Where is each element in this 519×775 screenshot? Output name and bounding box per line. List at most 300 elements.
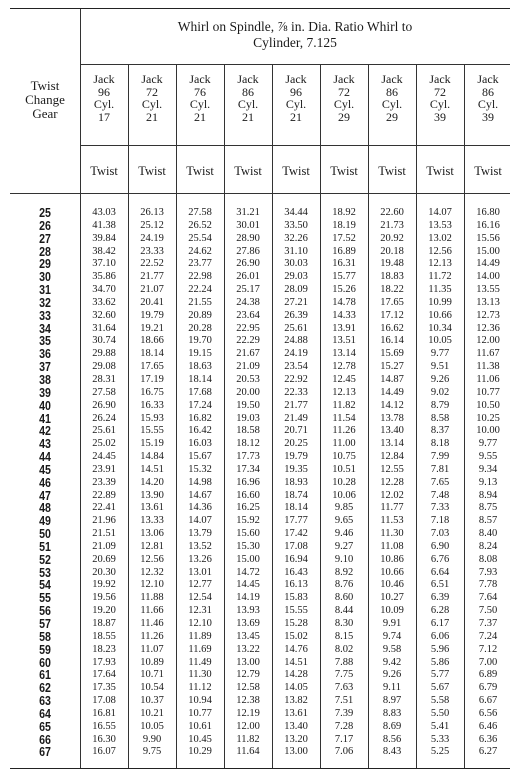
value-cell: 13.40: [380, 425, 404, 437]
value-cell: 26.13: [140, 207, 164, 218]
value-cell: 5.25: [430, 746, 450, 758]
value-cell: 11.35: [428, 284, 452, 296]
value-cell: 13.90: [140, 489, 164, 501]
value-cell: 8.83: [382, 707, 402, 719]
value-cell: 7.00: [478, 656, 498, 668]
value-cell: 16.80: [476, 207, 500, 218]
value-cell: 9.27: [334, 540, 354, 552]
column-header-line: 21: [194, 109, 206, 124]
column-header-line: Jack: [93, 72, 115, 86]
column-divider: [320, 64, 321, 768]
value-cell: 11.12: [188, 682, 212, 694]
value-cell: 18.19: [332, 219, 356, 231]
value-cell: 11.82: [332, 399, 356, 411]
column-header-line: Cyl.: [237, 97, 259, 111]
value-cell: 10.51: [332, 463, 356, 475]
value-cell: 13.22: [236, 643, 260, 655]
column-header-line: Jack: [237, 72, 259, 86]
gear-cell: 47: [39, 488, 51, 503]
gear-cell: 45: [39, 462, 51, 477]
value-cell: 10.00: [476, 425, 500, 437]
value-cell: 8.37: [430, 425, 450, 437]
value-cell: 9.77: [430, 348, 450, 360]
value-cell: 12.13: [428, 258, 452, 270]
value-cell: 13.82: [284, 695, 308, 707]
value-cell: 14.45: [236, 579, 260, 591]
value-cell: 11.67: [476, 348, 500, 360]
column-header: [416, 73, 464, 123]
gear-cell: 43: [39, 437, 51, 452]
value-cell: 12.38: [236, 695, 260, 707]
value-cell: 22.60: [380, 207, 404, 218]
value-cell: 25.17: [236, 284, 260, 296]
value-cell: 13.61: [284, 707, 308, 719]
gear-cell: 64: [39, 706, 51, 721]
column-header: [320, 73, 368, 123]
value-cell: 29.03: [284, 271, 308, 283]
value-cell: 37.10: [92, 258, 116, 270]
value-cell: 9.42: [382, 656, 402, 668]
value-cell: 12.02: [380, 489, 404, 501]
gear-cell: 57: [39, 617, 51, 631]
value-cell: 8.69: [382, 720, 402, 732]
value-cell: 18.23: [92, 643, 116, 655]
value-cell: 17.12: [380, 309, 404, 321]
value-cell: 22.52: [140, 258, 164, 270]
gear-cell: 34: [39, 321, 51, 336]
value-cell: 12.84: [380, 451, 404, 463]
value-cell: 11.72: [428, 271, 452, 283]
value-cell: 13.53: [428, 219, 452, 231]
value-cell: 7.88: [334, 656, 354, 668]
value-cell: 8.24: [478, 540, 498, 552]
value-cell: 12.45: [332, 373, 356, 385]
gear-cell: 29: [39, 257, 51, 272]
value-cell: 30.74: [92, 335, 116, 347]
column-header-line: Cyl.: [93, 97, 115, 111]
value-cell: 6.89: [478, 669, 498, 681]
value-cell: 6.06: [430, 630, 450, 642]
value-cell: 17.68: [188, 386, 212, 398]
value-cell: 18.74: [284, 489, 308, 501]
column-header: [368, 73, 416, 123]
value-cell: 11.46: [140, 618, 164, 629]
value-cell: 17.08: [284, 540, 308, 552]
value-cell: 16.07: [92, 746, 116, 758]
header-divider: [80, 64, 510, 65]
gear-cell: 65: [39, 719, 51, 734]
column-header-line: Jack: [477, 72, 499, 86]
value-cell: 6.27: [478, 746, 498, 758]
twist-label: Twist: [378, 164, 406, 178]
value-cell: 7.64: [478, 592, 498, 604]
value-cell: 21.51: [92, 528, 116, 540]
value-cell: 28.90: [236, 232, 260, 244]
title-line-1: Whirl on Spindle, ⅞ in. Dia. Ratio Whirl to: [177, 19, 413, 34]
value-cell: 12.31: [188, 605, 212, 617]
value-cell: 10.75: [332, 451, 356, 463]
value-cell: 16.81: [92, 707, 116, 719]
value-cell: 6.39: [430, 592, 450, 604]
value-cell: 5.67: [430, 682, 450, 694]
value-cell: 9.26: [430, 373, 450, 385]
column-divider: [80, 9, 81, 768]
column-header-line: 86: [242, 84, 254, 99]
value-cell: 7.99: [430, 451, 450, 463]
value-cell: 11.66: [140, 605, 164, 617]
value-cell: 12.58: [236, 682, 260, 694]
value-cell: 21.67: [236, 348, 260, 360]
value-cell: 20.89: [188, 309, 212, 321]
value-cell: 13.13: [476, 296, 500, 308]
value-cell: 21.09: [92, 540, 116, 552]
value-cell: 8.44: [334, 605, 354, 617]
value-cell: 14.33: [332, 309, 356, 321]
value-cell: 8.08: [478, 553, 498, 565]
value-cell: 15.30: [236, 540, 260, 552]
value-cell: 22.95: [236, 322, 260, 334]
value-cell: 19.48: [380, 258, 404, 270]
value-cell: 23.91: [92, 463, 116, 475]
value-cell: 27.58: [188, 207, 212, 218]
value-cell: 16.62: [380, 322, 404, 334]
column-divider: [416, 64, 417, 768]
value-cell: 10.46: [380, 579, 404, 591]
column-divider: [128, 64, 129, 768]
value-cell: 12.79: [236, 669, 260, 681]
value-column: [128, 207, 176, 759]
value-cell: 17.35: [92, 682, 116, 694]
gear-cell: 40: [39, 398, 51, 413]
column-header-line: Jack: [141, 72, 163, 86]
value-cell: 35.86: [92, 271, 116, 283]
value-cell: 13.14: [332, 348, 356, 360]
value-cell: 7.28: [334, 720, 354, 732]
value-cell: 20.69: [92, 553, 116, 565]
value-cell: 7.78: [478, 579, 498, 591]
value-cell: 21.77: [284, 399, 308, 411]
value-cell: 9.02: [430, 386, 450, 398]
value-cell: 14.19: [236, 592, 260, 604]
value-cell: 9.58: [382, 643, 402, 655]
gear-cell: 30: [39, 270, 51, 285]
gear-cell: 53: [39, 565, 51, 580]
value-cell: 12.78: [332, 361, 356, 373]
value-cell: 9.11: [383, 682, 401, 694]
value-cell: 17.73: [236, 451, 260, 463]
twist-label: Twist: [234, 164, 262, 178]
gear-cell: 66: [39, 732, 51, 747]
value-cell: 11.88: [140, 592, 164, 604]
value-cell: 22.41: [92, 502, 116, 514]
value-cell: 11.08: [380, 540, 404, 552]
value-cell: 11.54: [332, 412, 356, 424]
value-cell: 34.44: [284, 207, 308, 218]
value-cell: 29.88: [92, 348, 116, 360]
value-cell: 12.54: [188, 592, 212, 604]
value-cell: 19.50: [236, 399, 260, 411]
value-cell: 7.63: [334, 682, 354, 694]
value-cell: 9.26: [382, 669, 402, 681]
twist-label: Twist: [282, 164, 310, 178]
value-cell: 7.18: [430, 515, 450, 527]
value-cell: 27.86: [236, 245, 260, 257]
column-header-line: 21: [290, 109, 302, 124]
value-cell: 14.76: [284, 643, 308, 655]
value-cell: 19.35: [284, 463, 308, 475]
value-cell: 16.31: [332, 258, 356, 270]
value-cell: 9.75: [142, 746, 162, 758]
value-cell: 20.30: [92, 566, 116, 578]
twist-label: Twist: [474, 164, 502, 178]
gear-cell: 35: [39, 334, 51, 349]
column-header-line: Jack: [381, 72, 403, 86]
value-cell: 10.61: [188, 720, 212, 732]
value-cell: 6.17: [430, 618, 450, 629]
value-cell: 33.62: [92, 296, 116, 308]
value-cell: 16.25: [236, 502, 260, 514]
value-cell: 11.30: [380, 528, 404, 540]
value-cell: 9.90: [142, 733, 162, 745]
value-cell: 14.20: [140, 476, 164, 488]
value-cell: 11.89: [188, 630, 212, 642]
value-cell: 8.40: [478, 528, 498, 540]
value-cell: 11.82: [236, 733, 260, 745]
value-cell: 13.14: [380, 438, 404, 450]
column-header-line: Cyl.: [189, 97, 211, 111]
value-cell: 17.65: [140, 361, 164, 373]
value-cell: 10.99: [428, 296, 452, 308]
gear-cell: 51: [39, 539, 51, 554]
value-cell: 11.53: [380, 515, 404, 527]
value-cell: 12.28: [380, 476, 404, 488]
value-cell: 9.77: [478, 438, 498, 450]
value-cell: 11.26: [332, 425, 356, 437]
value-cell: 6.76: [430, 553, 450, 565]
value-cell: 13.00: [284, 746, 308, 758]
value-cell: 14.05: [284, 682, 308, 694]
value-cell: 5.41: [430, 720, 450, 732]
column-header-line: Jack: [333, 72, 355, 86]
value-cell: 14.67: [188, 489, 212, 501]
value-cell: 8.30: [334, 618, 354, 629]
gear-cell: 41: [39, 411, 51, 426]
value-cell: 13.01: [188, 566, 212, 578]
value-cell: 9.13: [478, 476, 498, 488]
value-cell: 12.10: [188, 618, 212, 629]
value-cell: 15.67: [188, 451, 212, 463]
value-cell: 18.22: [380, 284, 404, 296]
value-cell: 10.50: [476, 399, 500, 411]
gear-cell: 56: [39, 604, 51, 619]
value-cell: 9.34: [478, 463, 498, 475]
title-line-2: Cylinder, 7.125: [253, 35, 337, 50]
value-cell: 32.26: [284, 232, 308, 244]
value-cell: 23.77: [188, 258, 212, 270]
value-cell: 8.18: [430, 438, 450, 450]
column-divider: [464, 64, 465, 768]
column-header-line: Cyl.: [429, 97, 451, 111]
value-cell: 12.00: [476, 335, 500, 347]
stub-header-line: Gear: [32, 106, 58, 121]
value-cell: 10.89: [140, 656, 164, 668]
value-cell: 17.93: [92, 656, 116, 668]
value-cell: 8.58: [430, 412, 450, 424]
value-cell: 11.49: [188, 656, 212, 668]
value-cell: 16.42: [188, 425, 212, 437]
column-header: [224, 73, 272, 123]
value-cell: 18.14: [188, 373, 212, 385]
value-cell: 20.25: [284, 438, 308, 450]
value-cell: 15.02: [284, 630, 308, 642]
value-cell: 18.55: [92, 630, 116, 642]
value-cell: 15.77: [332, 271, 356, 283]
value-cell: 10.25: [476, 412, 500, 424]
column-header-line: Jack: [285, 72, 307, 86]
value-column: [368, 207, 416, 759]
column-header-line: Cyl.: [333, 97, 355, 111]
value-cell: 20.53: [236, 373, 260, 385]
value-cell: 41.38: [92, 219, 116, 231]
column-header-line: 76: [194, 84, 206, 99]
value-cell: 9.46: [334, 528, 354, 540]
value-cell: 12.56: [428, 245, 452, 257]
value-cell: 9.91: [382, 618, 402, 629]
value-cell: 18.93: [284, 476, 308, 488]
value-cell: 12.73: [476, 309, 500, 321]
value-cell: 13.78: [380, 412, 404, 424]
value-cell: 8.56: [382, 733, 402, 745]
value-cell: 14.28: [284, 669, 308, 681]
column-header: [272, 73, 320, 123]
value-cell: 7.65: [430, 476, 450, 488]
value-cell: 16.13: [284, 579, 308, 591]
value-cell: 14.36: [188, 502, 212, 514]
value-cell: 17.52: [332, 232, 356, 244]
column-header: [128, 73, 176, 123]
value-cell: 18.63: [188, 361, 212, 373]
value-cell: 8.15: [334, 630, 354, 642]
twist-label: Twist: [330, 164, 358, 178]
value-cell: 5.77: [430, 669, 450, 681]
value-cell: 14.49: [380, 386, 404, 398]
gear-cell: 46: [39, 475, 51, 490]
value-column: [176, 207, 224, 759]
value-cell: 10.77: [188, 707, 212, 719]
stub-header: [10, 79, 80, 121]
column-header-line: 96: [290, 84, 302, 99]
value-cell: 31.21: [236, 207, 260, 218]
value-cell: 10.28: [332, 476, 356, 488]
value-cell: 17.24: [188, 399, 212, 411]
value-cell: 22.33: [284, 386, 308, 398]
value-cell: 23.64: [236, 309, 260, 321]
value-cell: 10.66: [428, 309, 452, 321]
value-cell: 16.14: [380, 335, 404, 347]
value-cell: 8.92: [334, 566, 354, 578]
value-cell: 10.27: [380, 592, 404, 604]
gear-cell: 61: [39, 668, 51, 683]
value-cell: 15.83: [284, 592, 308, 604]
value-cell: 8.97: [382, 695, 402, 707]
gear-cell: 25: [39, 206, 51, 220]
value-cell: 21.07: [140, 284, 164, 296]
value-cell: 13.91: [332, 322, 356, 334]
value-cell: 15.00: [476, 245, 500, 257]
value-cell: 7.06: [334, 746, 354, 758]
value-cell: 15.55: [140, 425, 164, 437]
twist-table: [10, 8, 510, 769]
value-cell: 24.62: [188, 245, 212, 257]
value-cell: 24.19: [140, 232, 164, 244]
value-cell: 19.21: [140, 322, 164, 334]
value-cell: 6.67: [478, 695, 498, 707]
value-cell: 13.06: [140, 528, 164, 540]
gear-cell: 32: [39, 295, 51, 310]
value-cell: 15.00: [236, 553, 260, 565]
value-cell: 7.81: [430, 463, 450, 475]
gear-cell: 55: [39, 591, 51, 606]
value-cell: 16.94: [284, 553, 308, 565]
value-cell: 13.69: [236, 618, 260, 629]
value-cell: 7.93: [478, 566, 498, 578]
value-cell: 24.45: [92, 451, 116, 463]
value-cell: 19.79: [140, 309, 164, 321]
value-cell: 13.79: [188, 528, 212, 540]
gear-cell: 27: [39, 231, 51, 246]
value-cell: 28.31: [92, 373, 116, 385]
value-cell: 8.43: [382, 746, 402, 758]
value-cell: 10.86: [380, 553, 404, 565]
value-cell: 31.64: [92, 322, 116, 334]
value-cell: 10.66: [380, 566, 404, 578]
value-cell: 12.77: [188, 579, 212, 591]
value-column: [320, 207, 368, 759]
body-divider: [10, 193, 510, 194]
value-cell: 18.66: [140, 335, 164, 347]
value-cell: 19.20: [92, 605, 116, 617]
value-cell: 20.18: [380, 245, 404, 257]
gear-cell: 33: [39, 308, 51, 323]
gear-cell: 37: [39, 360, 51, 375]
value-cell: 28.09: [284, 284, 308, 296]
value-cell: 12.55: [380, 463, 404, 475]
twist-label: Twist: [90, 164, 118, 178]
value-cell: 11.77: [380, 502, 404, 514]
value-cell: 10.34: [428, 322, 452, 334]
gear-column: [15, 207, 75, 759]
table-title: [80, 19, 510, 51]
value-cell: 25.02: [92, 438, 116, 450]
column-header-line: 39: [434, 109, 446, 124]
value-cell: 15.27: [380, 361, 404, 373]
value-cell: 10.94: [188, 695, 212, 707]
value-cell: 16.30: [92, 733, 116, 745]
twist-label: Twist: [138, 164, 166, 178]
gear-cell: 49: [39, 514, 51, 529]
value-cell: 16.33: [140, 399, 164, 411]
value-cell: 12.00: [236, 720, 260, 732]
value-cell: 11.07: [140, 643, 164, 655]
value-cell: 14.72: [236, 566, 260, 578]
value-cell: 7.12: [478, 643, 498, 655]
value-cell: 30.03: [284, 258, 308, 270]
value-cell: 14.00: [476, 271, 500, 283]
value-cell: 11.26: [140, 630, 164, 642]
value-cell: 26.52: [188, 219, 212, 231]
twist-label: Twist: [186, 164, 214, 178]
value-cell: 22.92: [284, 373, 308, 385]
